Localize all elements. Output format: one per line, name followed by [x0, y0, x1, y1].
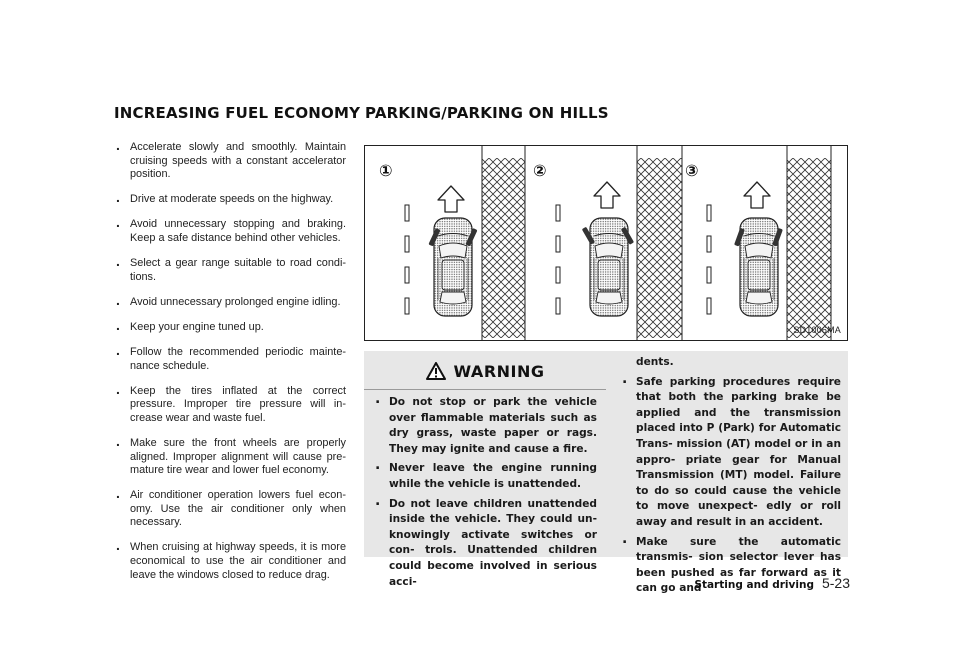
list-item: . When cruising at highway speeds, it is more economical to use the air conditioner and leave the windows closed to reduce drag. [114, 541, 346, 582]
page-footer [694, 575, 850, 591]
section-heading-parking: PARKING/PARKING ON HILLS [365, 104, 609, 122]
panel-1 [379, 146, 525, 340]
warning-header [364, 356, 606, 386]
arrow-icon [744, 182, 770, 208]
list-item: . Avoid unnecessary stopping and braking. Keep a safe distance behind other vehicles. [114, 218, 346, 245]
list-item: . Keep your engine tuned up. [114, 321, 346, 335]
panel-2 [533, 146, 682, 340]
footer-section-title: Starting and driving [694, 579, 814, 591]
fuel-economy-tips [114, 141, 346, 594]
list-item: . Avoid unnecessary prolonged engine idling. [114, 296, 346, 310]
car-icon [740, 218, 778, 316]
list-item: . Do not stop or park the vehicle over flammable materials such as dry grass, waste paper or rags. They may ignite and cause a fire. [374, 395, 597, 457]
warning-divider [364, 389, 606, 390]
list-item: . Select a gear range suitable to road condi- tions. [114, 257, 346, 284]
list-item: . Drive at moderate speeds on the highway. [114, 193, 346, 207]
list-item: . Make sure the front wheels are properly aligned. Improper alignment will cause pre- mature tire wear and lower fuel economy. [114, 437, 346, 478]
list-item: . Do not leave children unattended inside the vehicle. They could un- knowingly activate switches or con- trols. Unattended children could become involved in serious acci- [374, 497, 597, 591]
arrow-icon [438, 186, 464, 212]
list-item: . Safe parking procedures require that both the parking brake be applied and the transmission placed into P (Park) for Automatic Trans- mission (AT) model or in an appro- priate gear for Manual Transmission (MT) model. Failure to do so could cause the vehicle to move unexpect- edly or roll away and result in an accident. [621, 375, 841, 531]
parking-illustration [364, 145, 848, 341]
list-item: . Keep the tires inflated at the correct pressure. Improper tire pressure will in- crease wear and waste fuel. [114, 385, 346, 426]
list-item: . Make sure the automatic transmis- sion selector lever has been pushed as far forward as it can go and [621, 535, 841, 597]
marker-3: ③ [685, 161, 699, 180]
continued-text: dents. [636, 356, 674, 368]
warning-title: WARNING [453, 361, 545, 381]
list-item: . Follow the recommended periodic mainte- nance schedule. [114, 346, 346, 373]
marker-1: ① [379, 161, 393, 180]
section-heading-fuel-economy: INCREASING FUEL ECONOMY [114, 104, 361, 122]
list-item: . Air conditioner operation lowers fuel econ- omy. Use the air conditioner only when necessary. [114, 489, 346, 530]
panel-3 [685, 146, 831, 340]
parking-diagram [365, 146, 847, 340]
list-item: . Never leave the engine running while the vehicle is unattended. [374, 461, 597, 492]
warning-column-left [374, 395, 597, 594]
arrow-icon [594, 182, 620, 208]
warning-column-right [621, 355, 841, 601]
marker-2: ② [533, 161, 547, 180]
list-item: . Accelerate slowly and smoothly. Maintain cruising speeds with a constant accelerator position. [114, 141, 346, 182]
car-icon [590, 218, 628, 316]
car-icon [434, 218, 472, 316]
figure-code: SD1006MA [793, 325, 841, 335]
page-number: 5-23 [821, 575, 850, 591]
warning-triangle-icon [426, 362, 446, 380]
